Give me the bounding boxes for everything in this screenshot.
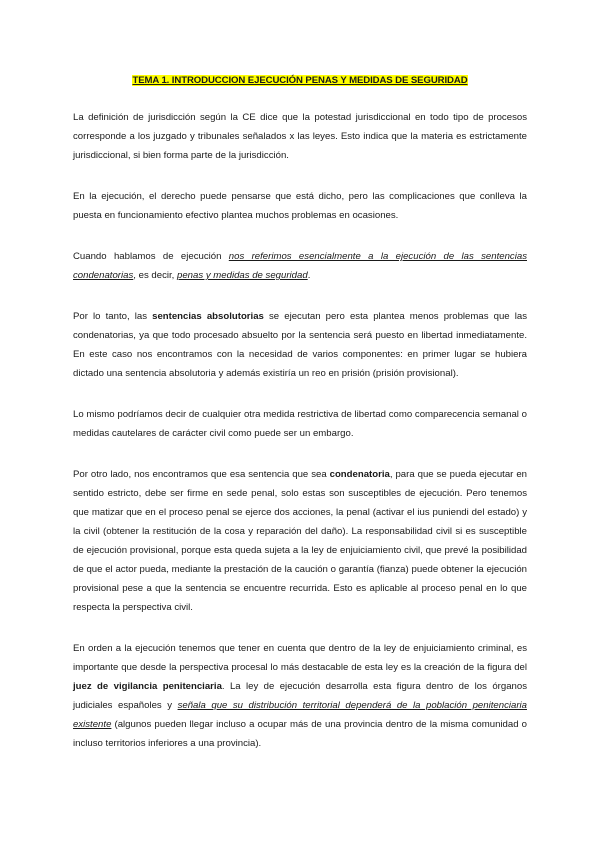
document-title: TEMA 1. INTRODUCCION EJECUCIÓN PENAS Y MEDIDAS DE SEGURIDAD xyxy=(132,75,468,86)
paragraph-5: Lo mismo podríamos decir de cualquier otra medida restrictiva de libertad como comparecencia semanal o medidas cautelares de carácter civil como puede ser un embargo. xyxy=(73,409,527,439)
paragraph-7-bold-juez: juez de vigilancia penitenciaria xyxy=(73,681,222,692)
paragraph-3-text-e: . xyxy=(307,270,311,281)
title-container xyxy=(73,70,527,88)
paragraph-1: La definición de jurisdicción según la CE dice que la potestad jurisdiccional en todo tipo de procesos corresponde a los juzgado y tribunales señalados x las leyes. Esto indica que la materia es estrictamente jurisdiccional, si bien forma parte de la jurisdicción. xyxy=(73,112,527,161)
paragraph-3-emphasis-penas: penas y medidas de seguridad xyxy=(177,270,308,281)
paragraph-6 xyxy=(73,465,527,617)
paragraph-6-text-c: , para que se pueda ejecutar en sentido estricto, debe ser firme en sede penal, solo estas son susceptibles de ejecución. Pero tenemos que matizar que en el proceso penal se ejerce dos acciones, la penal (activar el ius puniendi del estado) y la civil (obtener la restitución de la cosa y reparación del daño). La responsabilidad civil si es susceptible de ejecución provisional, porque esta queda sujeta a la ley de enjuiciamiento civil, que prevé la posibilidad de que el actor pueda, mediante la prestación de la caución o garantía (fianza) puede obtener la ejecución provisional pese a que la sentencia se encuentre recurrida. Esto es aplicable al proceso penal en lo que respecta la perspectiva civil. xyxy=(73,469,527,613)
paragraph-6-bold-condenatoria: condenatoria xyxy=(329,469,390,480)
paragraph-7-emphasis-distribucion: señala que su distribución territorial dependerá de la población penitenciaria existente xyxy=(73,700,527,730)
paragraph-7-text-e: (algunos pueden llegar incluso a ocupar más de una provincia dentro de la misma comunidad o incluso territorios inferiores a una provincia). xyxy=(73,719,527,749)
paragraph-6-text-a: Por otro lado, nos encontramos que esa sentencia que sea xyxy=(73,469,330,480)
paragraph-3 xyxy=(73,247,527,285)
paragraph-7-text-c: . La ley de ejecución desarrolla esta figura dentro de los órganos judiciales españoles y xyxy=(73,681,527,711)
paragraph-2: En la ejecución, el derecho puede pensarse que está dicho, pero las complicaciones que conlleva la puesta en funcionamiento efectivo plantea muchos problemas en ocasiones. xyxy=(73,191,527,221)
paragraph-7 xyxy=(73,639,527,753)
paragraph-3-emphasis-condenatorias: nos referimos esencialmente a la ejecución de las sentencias condenatorias xyxy=(73,251,527,281)
paragraph-7-text-a: En orden a la ejecución tenemos que tener en cuenta que dentro de la ley de enjuiciamiento criminal, es importante que desde la perspectiva procesal lo más destacable de esta ley es la creación de la figura del xyxy=(73,643,527,673)
paragraph-3-text-c: , es decir, xyxy=(133,270,178,281)
paragraph-4-text-a: Por lo tanto, las xyxy=(73,311,153,322)
paragraph-4 xyxy=(73,307,527,383)
paragraph-3-text-a: Cuando hablamos de ejecución xyxy=(73,251,229,262)
paragraph-4-bold-absolutorias: sentencias absolutorias xyxy=(152,311,264,322)
paragraph-4-text-c: se ejecutan pero esta plantea menos problemas que las condenatorias, ya que todo procesado absuelto por la sentencia será puesto en libertad inmediatamente. En este caso nos encontramos con la necesidad de varios componentes: en primer lugar se hubiera dictado una sentencia absolutoria y además existiría un reo en prisión (prisión provisional). xyxy=(73,311,528,379)
